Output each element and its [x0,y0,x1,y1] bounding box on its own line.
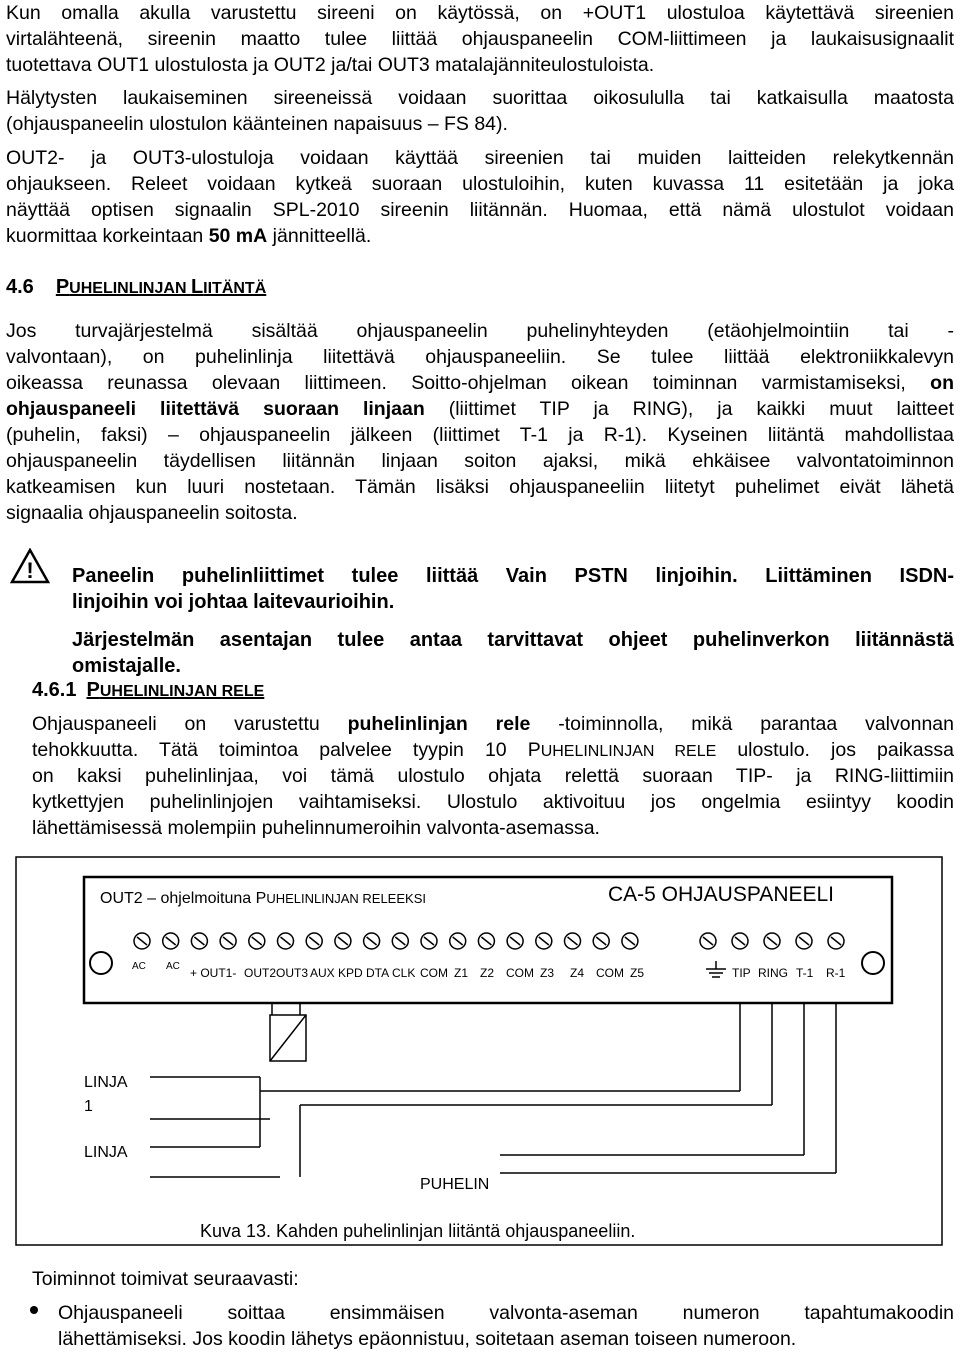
terminal-label: Z4 [570,966,585,980]
screw-terminal [278,933,294,949]
terminal-label: + OUT1- [190,966,237,980]
warning-text-line: Järjestelmän asentajan tulee antaa tarvittavat ohjeet puhelinverkon liitännästä [72,629,954,651]
screw-terminal [536,933,552,949]
bullet-icon [30,1306,38,1314]
text-line: (puhelin, faksi) – ohjauspaneelin jälkeen (liittimet T-1 ja R-1). Kyseinen liitäntä mahdollistaa [6,424,954,446]
text-line: signaalia ohjauspaneelin soitosta. [6,502,298,524]
text-line: Hälytysten laukaiseminen sireeneissä voidaan suorittaa oikosululla tai katkaisulla maatosta [6,87,954,109]
terminal-label: Z5 [630,966,645,980]
screw-terminal [796,933,812,949]
screw-terminal [421,933,437,949]
text-line: kytkettyjen puhelinlinjojen vaihtamiseksi. Ulostulo aktivoituu jos ongelmia esiintyy koodin [32,791,954,813]
warning-text-line: omistajalle. [72,655,181,677]
mounting-hole [862,952,884,974]
warning-triangle-icon [10,548,50,584]
terminal-label: R-1 [826,966,846,980]
line-1-label: LINJA [84,1074,128,1091]
text-line: ohjauspaneelin täydellisen liitännän linjaan soiton ajaksi, mikä ehkäisee valvontatoiminnon [6,450,954,472]
screw-terminal [392,933,408,949]
section-heading-4-6-1: 4.6.1 PUHELINLINJAN RELE [32,679,265,701]
wires [150,1003,836,1177]
phone-label: PUHELIN [420,1176,490,1193]
bullet-text-line: Ohjauspaneeli soittaa ensimmäisen valvonta-aseman numeron tapahtumakoodin [58,1302,954,1324]
text-line: tuotettava OUT1 ulostulosta ja OUT2 ja/tai OUT3 matalajänniteulostuloista. [6,54,655,76]
screw-terminal [622,933,638,949]
terminal-label: DTA [366,966,390,980]
terminal-label: Z1 [454,966,469,980]
text-line: valvontaan), on puhelinlinja liitettävä ohjauspaneeliin. Se tulee liittää elektroniikkalevyn [6,346,954,368]
line-2-label: LINJA [84,1144,128,1161]
screw-terminal [134,933,150,949]
screw-terminal [764,933,780,949]
terminal-label: OUT2 [244,966,277,980]
terminal-label: COM [506,966,534,980]
ground-icon [706,961,726,977]
screw-terminal [191,933,207,949]
screw-terminal [593,933,609,949]
terminal-label: AC [132,961,146,972]
screw-terminal [450,933,466,949]
terminal-label: AUX [310,966,335,980]
text-line: (ohjauspaneelin ulostulon käänteinen napaisuus – FS 84). [6,113,508,135]
text-line: ohjaukseen. Releet voidaan kytkeä suoraan ulostuloihin, kuten kuvassa 11 esitetään ja joka [6,173,954,195]
terminal-label: COM [420,966,448,980]
section-heading-4-6: 4.6 PUHELINLINJAN LIITÄNTÄ [6,276,267,298]
terminal-label: OUT3 [276,966,309,980]
mounting-hole [90,952,112,974]
text-line: tehokkuutta. Tätä toimintoa palvelee tyypin 10 PUHELINLINJAN RELE ulostulo. jos paikassa [32,739,954,761]
text-line: Kun omalla akulla varustettu sireeni on käytössä, on +OUT1 ulostuloa käytettävä sireenien [6,2,954,24]
terminal-label: KPD [338,966,363,980]
screw-terminal [364,933,380,949]
text-line: kuormittaa korkeintaan 50 mA jännitteellä. [6,225,372,247]
screw-terminal [507,933,523,949]
screw-terminal [220,933,236,949]
terminal-label: TIP [732,966,751,980]
screw-terminal [306,933,322,949]
svg-text:!: ! [26,558,34,583]
screw-terminal [828,933,844,949]
text-line: lähettämisessä molempiin puhelinnumeroihin valvonta-asemassa. [32,817,600,839]
out2-label: OUT2 – ohjelmoituna PUHELINLINJAN RELEEKSI [100,890,426,907]
terminal-label: CLK [392,966,416,980]
text-line: oikeassa reunassa olevaan liittimeen. Soitto-ohjelman oikean toiminnan varmistamiseksi, on [6,372,954,394]
panel-title: CA-5 OHJAUSPANEELI [608,883,835,906]
terminal-label: AC [166,961,180,972]
screw-terminal [565,933,581,949]
text-line: OUT2- ja OUT3-ulostuloja voidaan käyttää sireenien tai muiden laitteiden relekytkennän [6,147,954,169]
screw-terminal [478,933,494,949]
intro-line: Toiminnot toimivat seuraavasti: [32,1268,299,1290]
warning-text-line: Paneelin puhelinliittimet tulee liittää Vain PSTN linjoihin. Liittäminen ISDN- [72,565,954,587]
warning-text-line: linjoihin voi johtaa laitevaurioihin. [72,591,395,613]
text-line: katkeamisen kun luuri nostetaan. Tämän lisäksi ohjauspaneeliin liitetyt puhelimet eivät lähetä [6,476,954,498]
line-1-number: 1 [84,1098,93,1115]
screw-terminal [700,933,716,949]
screw-terminal [249,933,265,949]
screw-terminal [163,933,179,949]
terminal-label: RING [758,966,788,980]
wiring-diagram [0,855,960,1255]
text-line: on kaksi puhelinlinjaa, voi tämä ulostulo ohjata relettä suoraan TIP- ja RING-liittimiin [32,765,954,787]
terminal-label: COM [596,966,624,980]
screw-terminal [732,933,748,949]
bullet-text-line: lähettämiseksi. Jos koodin lähetys epäonnistuu, soitetaan aseman toiseen numeroon. [58,1328,797,1350]
text-line: virtalähteenä, sireenin maatto tulee liittää ohjauspaneelin COM-liittimeen ja laukaisusignaalit [6,28,954,50]
figure-caption: Kuva 13. Kahden puhelinlinjan liitäntä ohjauspaneeliin. [200,1221,636,1241]
text-line: ohjauspaneeli liitettävä suoraan linjaan (liittimet TIP ja RING), ja kaikki muut laitteet [6,398,954,420]
terminal-label: T-1 [796,966,814,980]
text-line: näyttää optisen signaalin SPL-2010 sireenin liitännän. Huomaa, että nämä ulostulot voidaan [6,199,954,221]
terminal-label: Z2 [480,966,495,980]
terminal-label: Z3 [540,966,555,980]
screw-terminal [335,933,351,949]
text-line: Jos turvajärjestelmä sisältää ohjauspaneelin puhelinyhteyden (etäohjelmointiin tai - [6,320,954,342]
relay-coil [270,1015,306,1061]
text-line: Ohjauspaneeli on varustettu puhelinlinjan rele -toiminnolla, mikä parantaa valvonnan [32,713,954,735]
